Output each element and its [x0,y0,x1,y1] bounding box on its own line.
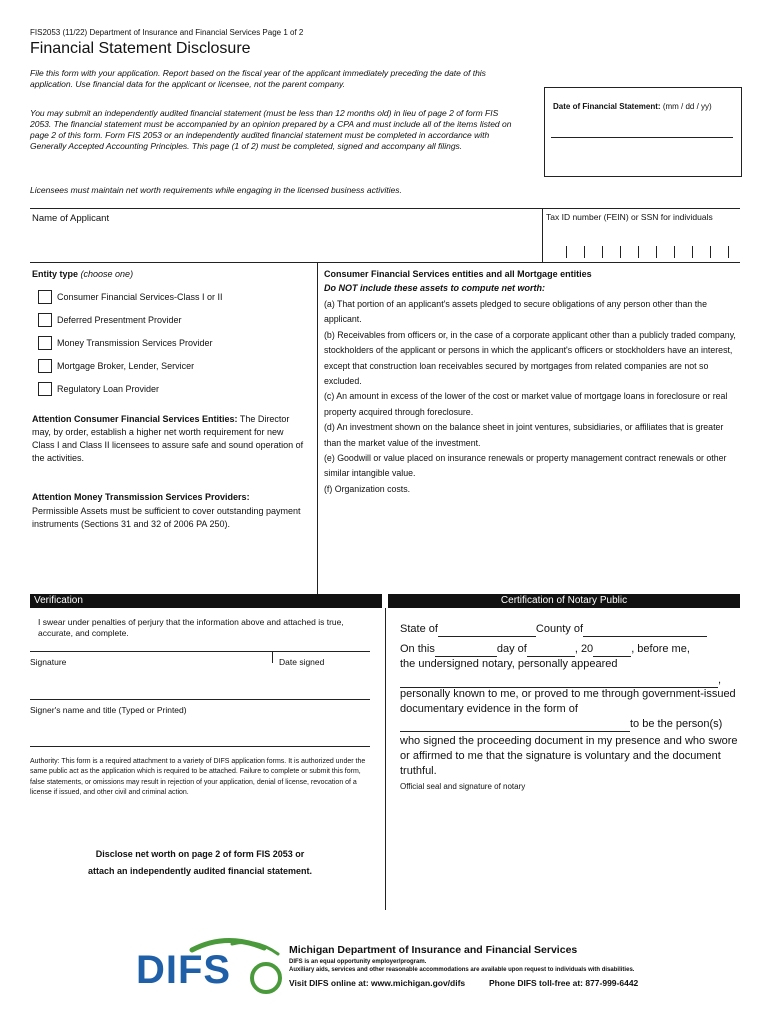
difs-logo [134,936,284,996]
notary-date: On this day of , 20 , before me, [400,643,690,655]
verification-bar: Verification [30,594,382,608]
checkbox-deferred[interactable] [38,313,52,327]
tax-label: Tax ID number (FEIN) or SSN for individuals [546,212,713,222]
signer-label: Signer's name and title (Typed or Printed) [30,705,187,715]
notary-appeared-line: , [400,673,721,688]
exclusion-item: (d) An investment shown on the balance sheet in joint ventures, subsidiaries, or affiliates that is greater than the market value of the investment. [324,422,724,448]
notary-seal-area[interactable] [400,796,736,904]
notary-known: personally known to me, or proved to me through government-issued documentary evidence in the form of [400,688,736,715]
exclusions-subheading: Do NOT include these assets to compute net worth: [324,283,546,293]
auxiliary-aids: Auxiliary aids, services and other reasonable accommodations are available upon request to individuals with disabilities. [289,967,635,973]
visit-difs: Visit DIFS online at: www.michigan.gov/difs [289,978,466,988]
notary-to-be-line: to be the person(s) [400,717,722,732]
date-input-line[interactable] [551,137,733,138]
dept-name: Michigan Department of Insurance and Financial Services [289,944,578,956]
appeared-field[interactable] [400,674,718,688]
checkbox-mortgage[interactable] [38,359,52,373]
name-field[interactable] [32,226,538,256]
intro-para-3: Licensees must maintain net worth requirements while engaging in the licensed business activities. [30,185,402,195]
phone-difs: Phone DIFS toll-free at: 877-999-6442 [489,978,639,988]
exclusion-item: (e) Goodwill or value placed on insurance renewals or property management contract renewals or other similar intangible value. [324,453,727,479]
disclose-text: Disclose net worth on page 2 of form FIS 2053 or attach an independently audited financial statement. [87,849,313,876]
intro-para-2: You may submit an independently audited financial statement (must be less than 12 months old) in lieu of page 2 of form FIS 2053. The financial statement must be accompanied by an opinion prepared by a CPA and must include all of the items listed on page 2 of this form. Form FIS 2053 or an independently audited financial statement must be completed in accordance with Generally Accepted Accounting Principles. This page (1 of 2) must be completed, signed and accompany all filings. [30,108,512,151]
intro-para-1: File this form with your application. Report based on the fiscal year of the applicant immediately preceding the date of this application. Use financial data for the applicant or licensee, not the parent company. [30,68,486,89]
month-field[interactable] [527,645,575,657]
option-cfs-label: Consumer Financial Services-Class I or II [57,292,223,302]
attention-cfs: Attention Consumer Financial Services Entities: The Director may, by order, establish a higher net worth requirement for new Class I and Class II licensees to assure safe and sound operation of the activities. [32,414,304,463]
attention-money-text: Permissible Assets must be sufficient to cover outstanding payment instruments (Sections 31 and 32 of 2006 PA 250). [32,506,301,529]
signer-field[interactable] [30,685,370,699]
attention-money-heading: Attention Money Transmission Services Providers: [32,492,250,502]
option-regulatory-loan-label: Regulatory Loan Provider [57,384,160,394]
exclusion-item: (f) Organization costs. [324,483,411,494]
year-field[interactable] [593,645,631,657]
notary-signed: who signed the proceeding document in my presence and who swore or affirmed to me that the signature is voluntary and the document truthful. [400,735,738,777]
notary-bar: Certification of Notary Public [388,594,740,608]
exclusions-heading: Consumer Financial Services entities and all Mortgage entities [324,269,592,279]
option-money-transmission-label: Money Transmission Services Provider [57,338,213,348]
checkbox-regulatory-loan[interactable] [38,382,52,396]
checkbox-money-transmission[interactable] [38,336,52,350]
option-mortgage-label: Mortgage Broker, Lender, Servicer [57,361,195,371]
checkbox-cfs[interactable] [38,290,52,304]
date-label: Date of Financial Statement: (mm / dd / yy) [553,102,712,111]
signature-label: Signature [30,657,67,667]
notary-seal-label: Official seal and signature of notary [400,782,526,791]
option-deferred-label: Deferred Presentment Provider [57,315,182,325]
authority-text: Authority: This form is a required attachment to a variety of DIFS application forms. It is authorized under the same public act as the application which is required to be attached. Failure to complete or submit this form, false statements, or omissions may result in rejection of your application, denial of license, revocation of a license if issued, and other civil and criminal action. [30,758,366,797]
notary-undersigned: the undersigned notary, personally appeared [400,658,618,670]
swear-text: I swear under penalties of perjury that the information above and attached is true, accurate, and complete. [38,617,344,638]
name-label: Name of Applicant [32,213,110,224]
exclusion-item: (c) An amount in excess of the lower of the cost or market value of mortgage loans in foreclosure or real property acquired through foreclosure. [324,391,728,417]
exclusions-list [324,297,736,497]
logo-text: DIFS [136,948,232,992]
page-title: Financial Statement Disclosure [30,40,251,57]
state-field[interactable] [438,625,536,637]
signature-field[interactable] [30,641,270,657]
exclusion-item: (b) Receivables from officers or, in the case of a corporate applicant other than a publicly traded company, stockholders of the applicant or persons in which the applicant's officers or stockholders have an interest, except that construction loan receivables secured by mortgages from related companies are not so excluded. [324,329,736,387]
equal-opportunity: DIFS is an equal opportunity employer/program. [289,959,427,965]
date-box [544,87,742,177]
exclusion-item: (a) That portion of an applicant's assets pledged to secure obligations of any person other than the applicant. [324,299,707,325]
notary-state-county: State of County of [400,622,707,637]
form-id: FIS2053 (11/22) Department of Insurance and Financial Services Page 1 of 2 [30,28,304,37]
evidence-field[interactable] [400,720,630,732]
day-field[interactable] [435,645,497,657]
date-signed-label: Date signed [279,657,325,667]
county-field[interactable] [583,625,707,637]
entity-heading: Entity type (choose one) [32,269,134,279]
